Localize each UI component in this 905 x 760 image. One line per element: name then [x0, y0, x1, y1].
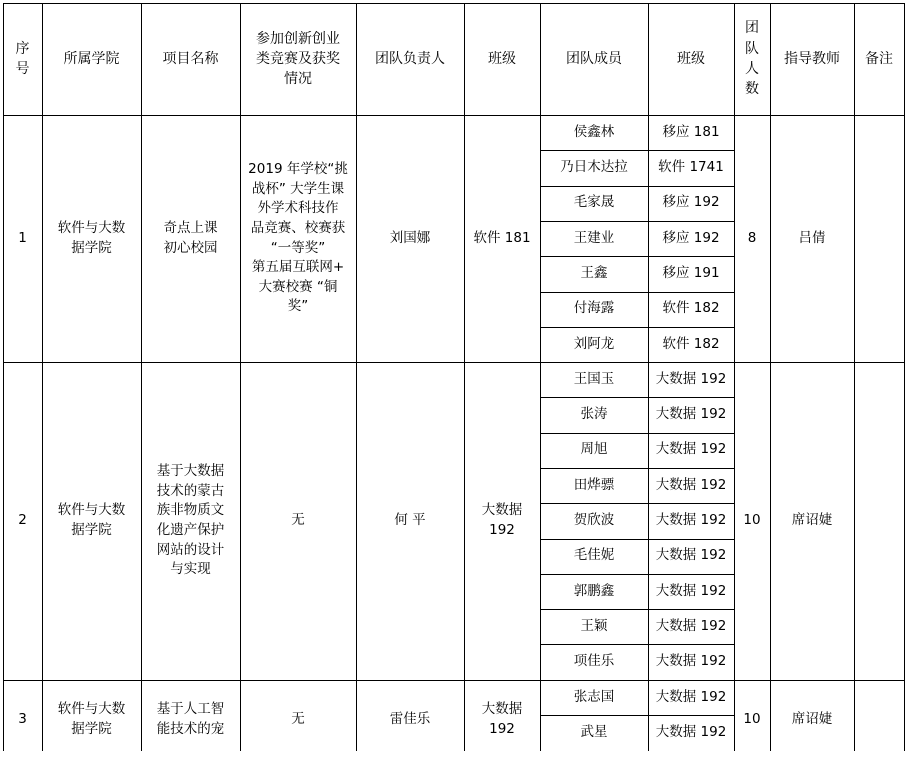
row-2-college — [42, 362, 141, 680]
member-name — [540, 186, 648, 221]
member-class — [648, 715, 734, 750]
row-2-college-text: 软件与大数 据学院 — [57, 502, 126, 538]
header-note-text: 备注 — [865, 50, 893, 67]
row-2-competition-text: 无 — [291, 512, 305, 529]
row-3-project — [141, 680, 240, 760]
member-name — [540, 468, 648, 503]
member-name-text: 王颖 — [580, 617, 608, 634]
member-name — [540, 221, 648, 256]
row-2-leader-text: 何 平 — [394, 512, 426, 529]
header-project — [141, 3, 240, 115]
member-name — [540, 503, 648, 538]
member-class-text: 大数据 192 — [655, 688, 727, 705]
row-1-competition-text: 2019 年学校“挑 战杯” 大学生课 外学术科技作 品竞赛、校赛获 “一等奖” 第五届互联网+ 大赛校赛 “铜 奖” — [248, 161, 348, 315]
row-3-leader — [356, 680, 464, 760]
row-2-team-size-text: 10 — [743, 512, 761, 529]
member-class-text: 移应 191 — [662, 265, 720, 282]
grid-line — [540, 539, 735, 540]
row-1-project — [141, 115, 240, 362]
row-2-leader-class-text: 大数据 192 — [481, 502, 523, 538]
header-seq-text: 序 号 — [15, 40, 30, 77]
row-1-seq-text: 1 — [18, 229, 27, 246]
row-3-leader-text: 雷佳乐 — [389, 711, 431, 728]
member-class-text: 软件 182 — [662, 335, 720, 352]
row-2-competition — [240, 362, 356, 680]
member-class-text: 大数据 192 — [655, 653, 727, 670]
header-member-class-text: 班级 — [677, 50, 705, 67]
row-2-team-size — [734, 362, 770, 680]
grid-line — [42, 3, 43, 751]
member-name-text: 侯鑫林 — [573, 123, 615, 140]
header-team-size — [734, 3, 770, 115]
member-name-text: 毛家晟 — [573, 194, 615, 211]
member-name-text: 毛佳妮 — [573, 547, 615, 564]
row-1-team-size-text: 8 — [747, 229, 757, 246]
header-college-text: 所属学院 — [63, 50, 120, 67]
member-class — [648, 574, 734, 609]
member-class-text: 大数据 192 — [655, 512, 727, 529]
row-2-leader-class — [464, 362, 540, 680]
member-name-text: 王国玉 — [573, 370, 615, 387]
row-1-leader-text: 刘国娜 — [389, 229, 431, 246]
grid-line — [540, 397, 735, 398]
grid-line — [540, 186, 735, 187]
grid-line — [540, 644, 735, 645]
member-name-text: 周旭 — [580, 441, 608, 458]
member-class-text: 大数据 192 — [655, 441, 727, 458]
member-name — [540, 715, 648, 750]
member-name-text: 项佳乐 — [573, 653, 615, 670]
header-member-class — [648, 3, 734, 115]
row-3-competition — [240, 680, 356, 760]
row-3-advisor — [770, 680, 854, 760]
header-project-text: 项目名称 — [162, 50, 219, 67]
member-name — [540, 362, 648, 397]
grid-line — [3, 3, 4, 751]
member-class — [648, 150, 734, 185]
row-2-advisor-text: 席诏婕 — [791, 512, 833, 529]
row-3-team-size-text: 10 — [743, 711, 761, 728]
header-competition — [240, 3, 356, 115]
grid-line — [540, 292, 735, 293]
member-class — [648, 397, 734, 432]
member-class — [648, 468, 734, 503]
member-name-text: 武星 — [580, 724, 608, 741]
member-class — [648, 256, 734, 291]
member-class-text: 大数据 192 — [655, 547, 727, 564]
member-class — [648, 186, 734, 221]
grid-line — [540, 256, 735, 257]
member-name — [540, 397, 648, 432]
member-name — [540, 327, 648, 362]
member-class-text: 大数据 192 — [655, 617, 727, 634]
member-class — [648, 539, 734, 574]
member-class-text: 移应 192 — [662, 194, 720, 211]
row-3-college-text: 软件与大数 据学院 — [57, 701, 126, 737]
row-1-leader — [356, 115, 464, 362]
row-3-competition-text: 无 — [291, 711, 305, 728]
member-class — [648, 644, 734, 679]
grid-line — [540, 503, 735, 504]
member-name — [540, 644, 648, 679]
row-1-competition — [240, 115, 356, 362]
member-name-text: 郭鹏鑫 — [573, 582, 615, 599]
row-3-leader-class-text: 大数据 192 — [481, 701, 523, 737]
grid-line — [540, 468, 735, 469]
grid-line — [540, 609, 735, 610]
grid-line — [540, 150, 735, 151]
member-class-text: 移应 181 — [662, 123, 720, 140]
member-class — [648, 433, 734, 468]
grid-line — [356, 3, 357, 751]
row-2-project — [141, 362, 240, 680]
member-name-text: 乃日木达拉 — [560, 159, 628, 176]
row-2-note — [854, 362, 904, 680]
member-name — [540, 256, 648, 291]
row-2-advisor — [770, 362, 854, 680]
member-name — [540, 539, 648, 574]
member-class-text: 移应 192 — [662, 229, 720, 246]
member-class — [648, 292, 734, 327]
member-class — [648, 115, 734, 150]
member-class-text: 软件 182 — [662, 300, 720, 317]
member-class-text: 大数据 192 — [655, 476, 727, 493]
grid-line — [240, 3, 241, 751]
header-members-text: 团队成员 — [566, 50, 622, 67]
member-class — [648, 680, 734, 715]
grid-line — [540, 574, 735, 575]
header-advisor — [770, 3, 854, 115]
row-1-leader-class-text: 软件 181 — [473, 229, 531, 246]
grid-line — [540, 221, 735, 222]
member-name-text: 刘阿龙 — [573, 335, 615, 352]
row-1-leader-class — [464, 115, 540, 362]
member-name-text: 张涛 — [580, 406, 608, 423]
header-members — [540, 3, 648, 115]
grid-line — [648, 3, 649, 751]
grid-line — [770, 3, 771, 751]
header-team-size-text: 团 队 人 数 — [745, 20, 759, 98]
row-3-team-size — [734, 680, 770, 760]
row-1-seq — [3, 115, 42, 362]
row-2-seq — [3, 362, 42, 680]
member-class — [648, 503, 734, 538]
header-advisor-text: 指导教师 — [784, 50, 840, 67]
row-1-team-size — [734, 115, 770, 362]
grid-line — [540, 433, 735, 434]
row-1-note — [854, 115, 904, 362]
row-3-project-text: 基于人工智 能技术的宠 — [156, 701, 225, 737]
row-3-advisor-text: 席诏婕 — [791, 711, 833, 728]
member-name-text: 王建业 — [573, 229, 615, 246]
member-class-text: 大数据 192 — [655, 370, 727, 387]
member-name-text: 付海露 — [573, 300, 615, 317]
header-leader-class-text: 班级 — [488, 50, 516, 67]
member-class — [648, 327, 734, 362]
member-name-text: 田烨骠 — [573, 476, 615, 493]
grid-line — [464, 3, 465, 751]
grid-line — [854, 3, 855, 751]
header-leader — [356, 3, 464, 115]
member-class-text: 大数据 192 — [655, 582, 727, 599]
member-class-text: 大数据 192 — [655, 406, 727, 423]
member-name — [540, 150, 648, 185]
grid-line — [540, 715, 735, 716]
member-name-text: 贺欣波 — [573, 512, 615, 529]
row-1-advisor-text: 吕倩 — [798, 229, 826, 246]
header-leader-text: 团队负责人 — [375, 50, 445, 67]
member-class — [648, 362, 734, 397]
row-2-seq-text: 2 — [18, 512, 27, 529]
member-name — [540, 292, 648, 327]
member-name-text: 张志国 — [573, 688, 615, 705]
row-3-seq-text: 3 — [18, 711, 27, 728]
member-name — [540, 574, 648, 609]
member-class-text: 软件 1741 — [658, 159, 724, 176]
member-name — [540, 433, 648, 468]
row-1-college — [42, 115, 141, 362]
member-class — [648, 609, 734, 644]
row-3-note — [854, 680, 904, 760]
member-name — [540, 115, 648, 150]
member-class — [648, 221, 734, 256]
row-1-advisor — [770, 115, 854, 362]
row-2-leader — [356, 362, 464, 680]
header-competition-text: 参加创新创业 类竞赛及获奖 情况 — [256, 30, 340, 88]
member-name — [540, 680, 648, 715]
header-college — [42, 3, 141, 115]
member-name — [540, 609, 648, 644]
row-1-college-text: 软件与大数 据学院 — [57, 219, 126, 256]
row-3-seq — [3, 680, 42, 760]
grid-line — [540, 3, 541, 751]
grid-line — [734, 3, 735, 751]
row-2-project-text: 基于大数据 技术的蒙古 族非物质文 化遗产保护 网站的设计 与实现 — [156, 463, 225, 578]
header-seq — [3, 3, 42, 115]
member-class-text: 大数据 192 — [655, 724, 727, 741]
grid-line — [141, 3, 142, 751]
row-1-project-text: 奇点上课 初心校园 — [163, 219, 218, 256]
row-3-leader-class — [464, 680, 540, 760]
header-leader-class — [464, 3, 540, 115]
header-note — [854, 3, 904, 115]
row-3-college — [42, 680, 141, 760]
member-name-text: 王鑫 — [580, 265, 608, 282]
grid-line — [540, 327, 735, 328]
